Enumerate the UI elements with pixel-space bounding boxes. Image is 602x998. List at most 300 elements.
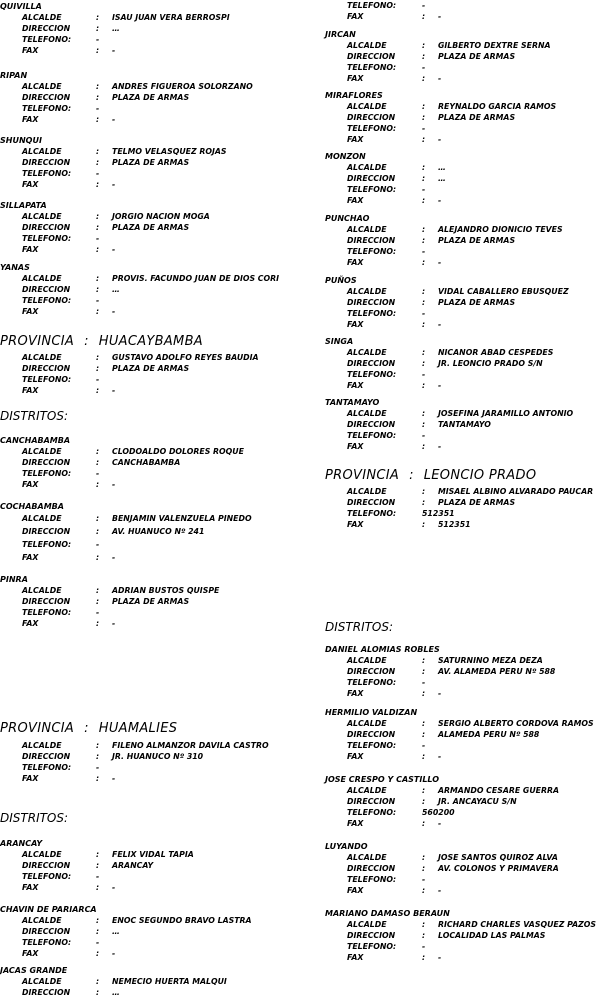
province-label: PROVINCIA <box>0 334 75 349</box>
direccion-value: AV. HUANUCO Nº 241 <box>112 527 205 536</box>
alcalde-row <box>0 512 252 525</box>
fax-label: FAX <box>22 46 39 55</box>
telefono-label: TELEFONO: <box>347 431 397 440</box>
colon: : <box>96 180 100 189</box>
alcalde-value: ENOC SEGUNDO BRAVO LASTRA <box>112 916 252 925</box>
colon: : <box>422 920 426 929</box>
direccion-value: ARANCAY <box>112 861 154 870</box>
telefono-value: - <box>96 540 100 549</box>
telefono-label: TELEFONO: <box>347 942 397 951</box>
district-name: RIPAN <box>0 71 28 80</box>
fax-row <box>325 885 442 896</box>
colon: : <box>422 74 426 83</box>
alcalde-row <box>325 408 574 419</box>
telefono-row <box>325 369 426 380</box>
direccion-label: DIRECCION <box>22 597 71 606</box>
colon: : <box>96 927 100 936</box>
colon: : <box>96 752 100 761</box>
alcalde-row <box>0 146 227 157</box>
telefono-label: TELEFONO: <box>347 808 397 817</box>
fax-value: - <box>112 115 116 124</box>
direccion-label: DIRECCION <box>22 223 71 232</box>
alcalde-label: ALCALDE <box>22 514 62 523</box>
district-name: SINGA <box>325 337 354 346</box>
colon: : <box>96 46 100 55</box>
telefono-value: - <box>96 938 100 947</box>
colon: : <box>422 886 426 895</box>
telefono-label: TELEFONO: <box>347 63 397 72</box>
distritos-heading: DISTRITOS: <box>0 811 69 825</box>
alcalde-label: ALCALDE <box>22 977 62 986</box>
direccion-row <box>325 930 546 941</box>
colon: : <box>96 447 100 456</box>
telefono-label: TELEFONO: <box>347 185 397 194</box>
direccion-label: DIRECCION <box>347 864 396 873</box>
telefono-label: TELEFONO: <box>347 247 397 256</box>
direccion-row <box>325 358 543 369</box>
colon: : <box>96 916 100 925</box>
colon: : <box>96 307 100 316</box>
alcalde-row <box>325 718 594 729</box>
alcalde-label: ALCALDE <box>22 13 62 22</box>
fax-label: FAX <box>347 320 364 329</box>
telefono-label: TELEFONO: <box>347 741 397 750</box>
fax-row <box>325 441 442 452</box>
fax-value: - <box>438 442 442 451</box>
colon: : <box>96 245 100 254</box>
direccion-label: DIRECCION <box>347 498 396 507</box>
colon: : <box>96 883 100 892</box>
telefono-row <box>0 233 100 244</box>
alcalde-row <box>325 852 558 863</box>
fax-label: FAX <box>22 553 39 562</box>
province-name: LEONCIO PRADO <box>423 468 537 483</box>
telefono-label: TELEFONO: <box>22 104 72 113</box>
direccion-label: DIRECCION <box>22 527 71 536</box>
fax-row <box>0 882 116 893</box>
fax-row <box>0 114 116 125</box>
colon: : <box>96 527 100 536</box>
telefono-label: TELEFONO: <box>22 234 72 243</box>
telefono-row <box>0 468 100 479</box>
colon: : <box>422 420 426 429</box>
fax-label: FAX <box>347 953 364 962</box>
telefono-label: TELEFONO: <box>347 875 397 884</box>
direccion-row <box>0 23 120 34</box>
colon: : <box>422 196 426 205</box>
colon: : <box>96 480 100 489</box>
province-label: PROVINCIA <box>325 468 400 483</box>
colon: : <box>96 93 100 102</box>
alcalde-value: PROVIS. FACUNDO JUAN DE DIOS CORI <box>112 274 280 283</box>
district-chavin-de-pariarca <box>0 905 252 959</box>
district-name: JOSE CRESPO Y CASTILLO <box>325 775 440 784</box>
direccion-label: DIRECCION <box>22 927 71 936</box>
fax-label: FAX <box>22 774 39 783</box>
direccion-label: DIRECCION <box>22 861 71 870</box>
province-label: PROVINCIA <box>0 721 75 736</box>
fax-row <box>0 948 116 959</box>
colon: : <box>422 113 426 122</box>
fax-row <box>325 380 442 391</box>
fax-value: - <box>112 386 116 395</box>
direccion-value: TANTAMAYO <box>438 420 491 429</box>
direccion-value: CANCHABAMBA <box>112 458 181 467</box>
district-name: JACAS GRANDE <box>0 966 68 975</box>
telefono-row <box>325 677 440 688</box>
colon: : <box>84 721 89 736</box>
fax-value: - <box>438 74 442 83</box>
fax-value: - <box>112 180 116 189</box>
fax-value: - <box>438 953 442 962</box>
alcalde-value: TELMO VELASQUEZ ROJAS <box>112 147 227 156</box>
fax-label: FAX <box>22 949 39 958</box>
telefono-value: - <box>422 431 426 440</box>
alcalde-value: MISAEL ALBINO ALVARADO PAUCAR <box>438 487 594 496</box>
alcalde-value: ALEJANDRO DIONICIO TEVES <box>438 225 563 234</box>
telefono-label: TELEFONO: <box>347 124 397 133</box>
alcalde-label: ALCALDE <box>347 225 387 234</box>
direccion-row <box>325 173 446 184</box>
direccion-value: LOCALIDAD LAS PALMAS <box>438 931 546 940</box>
colon: : <box>422 797 426 806</box>
colon: : <box>422 135 426 144</box>
direccion-row <box>0 284 120 295</box>
colon: : <box>422 12 426 21</box>
alcalde-value: CLODOALDO DOLORES ROQUE <box>112 447 244 456</box>
direccion-label: DIRECCION <box>22 93 71 102</box>
alcalde-row <box>325 162 446 173</box>
colon: : <box>84 334 89 349</box>
colon: : <box>96 386 100 395</box>
district-ripan <box>0 71 253 125</box>
district-name: COCHABAMBA <box>0 502 64 511</box>
alcalde-value: … <box>438 163 446 172</box>
telefono-label: TELEFONO: <box>22 375 72 384</box>
telefono-value: - <box>96 375 100 384</box>
colon: : <box>422 258 426 267</box>
district-name: CHAVIN DE PARIARCA <box>0 905 97 914</box>
district-mariano-damaso-beraun <box>325 909 597 963</box>
telefono-value: - <box>422 185 426 194</box>
direccion-value: PLAZA DE ARMAS <box>112 223 190 232</box>
fax-row <box>325 319 442 330</box>
alcalde-value: VIDAL CABALLERO EBUSQUEZ <box>438 287 569 296</box>
direccion-row <box>0 222 190 233</box>
alcalde-value: JORGIO NACION MOGA <box>112 212 210 221</box>
fax-value: - <box>438 752 442 761</box>
telefono-row <box>0 168 100 179</box>
fax-label: FAX <box>22 307 39 316</box>
colon: : <box>96 741 100 750</box>
district-arancay <box>0 839 194 893</box>
district-quivilla <box>0 2 230 56</box>
colon: : <box>422 819 426 828</box>
fax-label: FAX <box>22 386 39 395</box>
district-name: MONZON <box>325 152 366 161</box>
direccion-row <box>0 457 181 468</box>
direccion-label: DIRECCION <box>347 667 396 676</box>
district-luyando <box>325 842 559 896</box>
fax-label: FAX <box>347 752 364 761</box>
direccion-label: DIRECCION <box>347 797 396 806</box>
district-name: MARIANO DAMASO BERAUN <box>325 909 450 918</box>
colon: : <box>96 223 100 232</box>
telefono-value: 560200 <box>422 808 455 817</box>
telefono-row <box>325 184 426 195</box>
fax-value: - <box>438 886 442 895</box>
alcalde-row <box>325 347 554 358</box>
direccion-value: … <box>112 24 120 33</box>
province-header-huamalies <box>0 721 177 736</box>
alcalde-value: FELIX VIDAL TAPIA <box>112 850 194 859</box>
colon: : <box>422 298 426 307</box>
district-punchao <box>325 214 563 268</box>
colon: : <box>422 953 426 962</box>
telefono-row <box>0 103 100 114</box>
district-jose-crespo-y-castillo <box>325 775 560 829</box>
direccion-value: ALAMEDA PERU Nº 588 <box>438 730 540 739</box>
telefono-label: TELEFONO: <box>22 938 72 947</box>
colon: : <box>96 13 100 22</box>
telefono-label: TELEFONO: <box>347 678 397 687</box>
fax-label: FAX <box>22 115 39 124</box>
district-cochabamba <box>0 502 252 564</box>
colon: : <box>96 597 100 606</box>
fax-label: FAX <box>347 135 364 144</box>
fax-value: - <box>112 774 116 783</box>
direccion-label: DIRECCION <box>22 752 71 761</box>
alcalde-label: ALCALDE <box>347 656 387 665</box>
direccion-label: DIRECCION <box>347 236 396 245</box>
fax-value: - <box>438 320 442 329</box>
district-name: PUNCHAO <box>325 214 370 223</box>
colon: : <box>422 498 426 507</box>
direccion-value: JR. ANCAYACU S/N <box>438 797 517 806</box>
district-shunqui <box>0 136 227 190</box>
colon: : <box>96 949 100 958</box>
alcalde-value: BENJAMIN VALENZUELA PINEDO <box>112 514 252 523</box>
alcalde-row <box>0 585 220 596</box>
fax-value: - <box>112 480 116 489</box>
colon: : <box>96 458 100 467</box>
colon: : <box>96 212 100 221</box>
direccion-row <box>325 863 559 874</box>
direccion-value: PLAZA DE ARMAS <box>438 113 516 122</box>
alcalde-row <box>0 849 194 860</box>
district-name: SHUNQUI <box>0 136 42 145</box>
alcalde-label: ALCALDE <box>22 82 62 91</box>
fax-label: FAX <box>22 883 39 892</box>
fax-label: FAX <box>347 12 364 21</box>
fax-value: 512351 <box>438 520 471 529</box>
alcalde-row <box>0 976 227 987</box>
alcalde-value: GUSTAVO ADOLFO REYES BAUDIA <box>112 353 259 362</box>
district-tantamayo <box>325 398 574 452</box>
direccion-label: DIRECCION <box>347 359 396 368</box>
alcalde-row <box>325 224 563 235</box>
alcalde-value: ARMANDO CESARE GUERRA <box>438 786 560 795</box>
district-name: PINRA <box>0 575 28 584</box>
fax-value: - <box>112 619 116 628</box>
district-punos <box>325 276 569 330</box>
telefono-label: TELEFONO: <box>22 540 72 549</box>
district-canchabamba <box>0 436 244 490</box>
alcalde-row <box>0 446 244 457</box>
colon: : <box>422 348 426 357</box>
alcalde-label: ALCALDE <box>347 853 387 862</box>
telefono-value: 512351 <box>422 509 455 518</box>
alcalde-label: ALCALDE <box>22 916 62 925</box>
fax-row <box>325 818 442 829</box>
colon: : <box>96 774 100 783</box>
colon: : <box>96 364 100 373</box>
colon: : <box>96 586 100 595</box>
district-jircan <box>325 30 551 84</box>
district-jacas-grande <box>0 966 227 998</box>
colon: : <box>96 861 100 870</box>
district-sillapata <box>0 201 210 255</box>
telefono-value: - <box>422 309 426 318</box>
fax-label: FAX <box>347 381 364 390</box>
direccion-row <box>325 666 556 677</box>
colon: : <box>422 719 426 728</box>
fax-label: FAX <box>347 74 364 83</box>
district-hermilio-valdizan <box>325 708 594 762</box>
telefono-label: TELEFONO: <box>347 309 397 318</box>
telefono-value: - <box>422 247 426 256</box>
telefono-value: - <box>96 872 100 881</box>
fax-value: - <box>438 12 442 21</box>
fax-row <box>0 479 116 490</box>
telefono-row <box>325 740 426 751</box>
fax-value: - <box>438 196 442 205</box>
fax-row <box>325 73 442 84</box>
telefono-row <box>325 430 426 441</box>
colon: : <box>422 409 426 418</box>
telefono-value: - <box>422 124 426 133</box>
direccion-label: DIRECCION <box>347 730 396 739</box>
fax-row <box>325 688 440 699</box>
fax-row <box>325 257 442 268</box>
colon: : <box>422 236 426 245</box>
colon: : <box>96 158 100 167</box>
colon: : <box>422 689 426 698</box>
direccion-label: DIRECCION <box>347 52 396 61</box>
fax-label: FAX <box>22 480 39 489</box>
direccion-label: DIRECCION <box>22 458 71 467</box>
direccion-label: DIRECCION <box>22 364 71 373</box>
telefono-label: TELEFONO: <box>22 169 72 178</box>
direccion-value: JR. HUANUCO Nº 310 <box>112 752 204 761</box>
direccion-label: DIRECCION <box>22 158 71 167</box>
telefono-row <box>0 295 100 306</box>
direccion-value: PLAZA DE ARMAS <box>438 52 516 61</box>
telefono-value: - <box>422 942 426 951</box>
direccion-row <box>325 112 516 123</box>
fax-label: FAX <box>347 689 364 698</box>
telefono-row <box>325 308 426 319</box>
fax-label: FAX <box>22 180 39 189</box>
direccion-row <box>0 525 205 538</box>
alcalde-value: JOSEFINA JARAMILLO ANTONIO <box>438 409 574 418</box>
telefono-row <box>0 538 100 551</box>
alcalde-label: ALCALDE <box>22 850 62 859</box>
alcalde-label: ALCALDE <box>347 163 387 172</box>
fax-value: - <box>112 307 116 316</box>
colon: : <box>96 24 100 33</box>
district-name: CANCHABAMBA <box>0 436 71 445</box>
direccion-row <box>0 860 154 871</box>
direccion-row <box>0 926 120 937</box>
alcalde-label: ALCALDE <box>22 353 62 362</box>
colon: : <box>422 656 426 665</box>
telefono-value: - <box>422 63 426 72</box>
direccion-row <box>325 51 516 62</box>
alcalde-label: ALCALDE <box>22 274 62 283</box>
direccion-value: PLAZA DE ARMAS <box>112 158 190 167</box>
telefono-value: - <box>422 741 426 750</box>
fax-label: FAX <box>347 819 364 828</box>
district-singa <box>325 337 554 391</box>
colon: : <box>96 147 100 156</box>
telefono-row <box>0 871 100 882</box>
alcalde-value: JOSE SANTOS QUIROZ ALVA <box>438 853 558 862</box>
direccion-row <box>325 297 516 308</box>
direccion-row <box>325 729 540 740</box>
fax-row <box>325 134 442 145</box>
telefono-value: - <box>96 296 100 305</box>
alcalde-value: ADRIAN BUSTOS QUISPE <box>112 586 220 595</box>
colon: : <box>96 619 100 628</box>
fax-row <box>325 195 442 206</box>
direccion-value: … <box>112 927 120 936</box>
telefono-value: - <box>96 35 100 44</box>
colon: : <box>422 381 426 390</box>
alcalde-value: RICHARD CHARLES VASQUEZ PAZOS <box>438 920 597 929</box>
district-yanas <box>0 263 280 317</box>
alcalde-value: REYNALDO GARCIA RAMOS <box>438 102 557 111</box>
direccion-label: DIRECCION <box>22 24 71 33</box>
alcalde-label: ALCALDE <box>22 586 62 595</box>
district-name: QUIVILLA <box>0 2 42 11</box>
colon: : <box>422 786 426 795</box>
alcalde-label: ALCALDE <box>347 41 387 50</box>
alcalde-label: ALCALDE <box>347 102 387 111</box>
telefono-value: - <box>96 763 100 772</box>
direccion-row <box>0 92 190 103</box>
colon: : <box>422 931 426 940</box>
colon: : <box>96 274 100 283</box>
colon: : <box>422 667 426 676</box>
district-name: MIRAFLORES <box>325 91 383 100</box>
alcalde-row <box>325 286 569 297</box>
colon: : <box>96 553 100 562</box>
direccion-value: JR. LEONCIO PRADO S/N <box>438 359 543 368</box>
province-name: HUAMALIES <box>98 721 178 736</box>
telefono-value: - <box>96 469 100 478</box>
telefono-value: - <box>96 169 100 178</box>
alcalde-value: GILBERTO DEXTRE SERNA <box>438 41 551 50</box>
direccion-label: DIRECCION <box>22 285 71 294</box>
colon: : <box>422 359 426 368</box>
fax-value: - <box>438 689 442 698</box>
direccion-row <box>0 596 190 607</box>
colon: : <box>422 102 426 111</box>
colon: : <box>422 864 426 873</box>
fax-row <box>0 551 116 564</box>
direccion-value: PLAZA DE ARMAS <box>438 236 516 245</box>
